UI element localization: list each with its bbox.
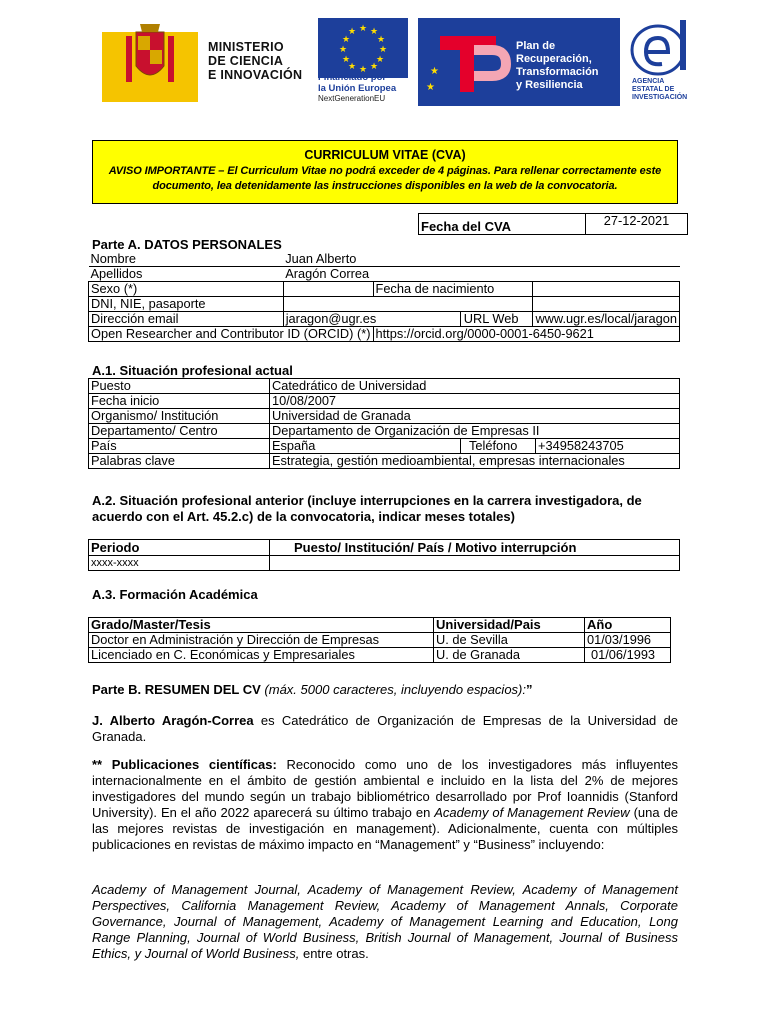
summary-paragraph-2 <box>92 757 678 853</box>
ministry-logo <box>100 14 308 106</box>
eu-flag-icon: ★ ★ ★ ★ ★ ★ ★ ★ ★ ★ ★ ★ <box>318 18 408 78</box>
summary-text-1: es Catedrático de Organización de Empresas de la Universidad de Granada. <box>92 713 678 744</box>
coat-of-arms-icon <box>122 22 178 94</box>
agency-logo <box>628 18 692 106</box>
claves-label: Palabras clave <box>89 454 270 469</box>
email-web-cell <box>283 312 533 327</box>
universidad-header: Universidad/Pais <box>434 618 585 633</box>
cva-date-label: Fecha del CVA <box>419 214 586 235</box>
summary-paragraph-3 <box>92 882 678 962</box>
agency-name: AGENCIA ESTATAL DE INVESTIGACIÓN <box>632 78 688 101</box>
personal-data-table <box>88 252 680 342</box>
a2-heading-line-2: acuerdo con el Art. 45.2.c) de la convocatoria, indicar meses totales) <box>92 509 515 524</box>
apellidos-label: Apellidos <box>89 267 284 282</box>
eu-funding-text: Financiado por la Unión Europea <box>318 72 397 94</box>
org-label: Organismo/ Institución <box>89 409 270 424</box>
journal-list-end: entre otras. <box>299 946 369 961</box>
dep-value: Departamento de Organización de Empresas II <box>270 424 680 439</box>
journal-list: Academy of Management Journal, Academy of Management Review, Academy of Management Perspectives, California Management Review, Academy of Management Annals, Corporate Governance, Journal of Management, Academy of Management Learning and Education, Long Range Planning, Journal of World Business, British Journal of Management, Journal of Business Ethics, y Journal of World Business, <box>92 882 678 961</box>
notice-line-2: documento, lea detenidamente las instrucciones disponibles en la web de la convocatoria. <box>152 180 618 192</box>
pais-label: País <box>89 439 270 454</box>
eu-program-text: NextGenerationEU <box>318 94 386 103</box>
grado-value: Licenciado en C. Económicas y Empresariales <box>89 648 434 663</box>
apellidos-value: Aragón Correa <box>283 267 679 282</box>
current-position-table <box>88 378 680 469</box>
svg-text:★: ★ <box>426 82 435 93</box>
dni-extra <box>533 297 680 312</box>
universidad-value: U. de Sevilla <box>434 633 585 648</box>
nacimiento-value <box>533 282 680 297</box>
part-b-heading <box>92 682 533 697</box>
part-b-title: Parte B. RESUMEN DEL CV <box>92 682 261 697</box>
inicio-label: Fecha inicio <box>89 394 270 409</box>
universidad-value: U. de Granada <box>434 648 585 663</box>
recovery-plan-logo <box>418 18 620 106</box>
part-b-quote: ” <box>526 682 533 697</box>
cva-date-value: 27-12-2021 <box>586 214 688 235</box>
grado-header: Grado/Master/Tesis <box>89 618 434 633</box>
recovery-plan-text: Plan de Recuperación, Transformación y Resiliencia <box>516 40 599 91</box>
web-value: www.ugr.es/local/jaragon <box>533 312 680 327</box>
author-name: J. Alberto Aragón-Correa <box>92 713 254 728</box>
ano-value: 01/06/1993 <box>585 648 671 663</box>
puesto-label: Puesto <box>89 379 270 394</box>
orcid-label: Open Researcher and Contributor ID (ORCID) (*) <box>89 327 374 342</box>
nacimiento-label: Fecha de nacimiento <box>373 282 533 297</box>
telefono-value: +34958243705 <box>536 439 680 454</box>
dni-label: DNI, NIE, pasaporte <box>89 297 284 312</box>
part-a-heading: Parte A. DATOS PERSONALES <box>92 237 282 252</box>
orcid-value: https://orcid.org/0000-0001-6450-9621 <box>373 327 680 342</box>
publications-label: ** Publicaciones científicas: <box>92 757 277 772</box>
important-notice <box>92 140 678 204</box>
sexo-value <box>283 282 373 297</box>
inicio-value: 10/08/2007 <box>270 394 680 409</box>
nombre-label: Nombre <box>90 251 137 266</box>
ministry-name: MINISTERIO DE CIENCIA E INNOVACIÓN <box>208 40 303 82</box>
eu-logo <box>318 18 410 108</box>
summary-text-2a: Reconocido como uno de los investigadores más influyentes internacionalmente en el ámbito de gestión ambiental e incluido en la lista del 2% de mejores investigadores del mundo según un trabajo bibliométrico desarrollado por Prof Ioannidis (Stanford University). En el año 2022 aparecerá su último trabajo en <box>92 757 678 820</box>
a3-heading: A.3. Formación Académica <box>92 587 258 602</box>
periodo-value: xxxx-xxxx <box>89 556 270 571</box>
grado-value: Doctor en Administración y Dirección de Empresas <box>89 633 434 648</box>
table-row <box>89 648 671 663</box>
agency-e-icon <box>628 18 692 78</box>
puesto-motivo-header: Puesto/ Institución/ País / Motivo interrupción <box>270 540 680 556</box>
puesto-value: Catedrático de Universidad <box>270 379 680 394</box>
periodo-header: Periodo <box>89 540 270 556</box>
org-value: Universidad de Granada <box>270 409 680 424</box>
web-label: URL Web <box>463 311 519 326</box>
claves-value: Estrategia, gestión medioambiental, empresas internacionales <box>270 454 680 469</box>
summary-text-2b: (una de las mejores revistas de investigación en management). Adicionalmente, cuenta con múltiples publicaciones en revistas de máximo impacto en “Management” y “Business” incluyendo: <box>92 805 678 852</box>
journal-name: Academy of Management Review <box>434 805 630 820</box>
previous-position-table <box>88 539 680 571</box>
dep-label: Departamento/ Centro <box>89 424 270 439</box>
table-row <box>89 633 671 648</box>
nombre-value: Juan Alberto <box>285 251 357 266</box>
ano-header: Año <box>585 618 671 633</box>
notice-line-1: AVISO IMPORTANTE – El Curriculum Vitae no podrá exceder de 4 páginas. Para rellenar correctamente este <box>108 165 662 177</box>
email-value: jaragon@ugr.es <box>284 312 461 326</box>
part-b-note: (máx. 5000 caracteres, incluyendo espacios): <box>264 682 526 697</box>
summary-paragraph-1 <box>92 713 678 745</box>
sexo-label: Sexo (*) <box>89 282 284 297</box>
dni-value <box>283 297 533 312</box>
email-label: Dirección email <box>89 312 284 327</box>
a1-heading: A.1. Situación profesional actual <box>92 363 293 378</box>
education-table <box>88 617 671 663</box>
svg-text:★: ★ <box>430 66 439 77</box>
ano-value: 01/03/1996 <box>585 633 671 648</box>
recovery-plan-icon <box>426 28 512 98</box>
a2-heading-line-1: A.2. Situación profesional anterior (incluye interrupciones en la carrera investigadora, de <box>92 493 642 508</box>
cva-date-table <box>418 213 688 235</box>
puesto-motivo-value <box>270 556 680 571</box>
cv-title: CURRICULUM VITAE (CVA) <box>304 148 466 162</box>
pais-value: España <box>270 439 461 454</box>
telefono-label: Teléfono <box>461 439 536 454</box>
